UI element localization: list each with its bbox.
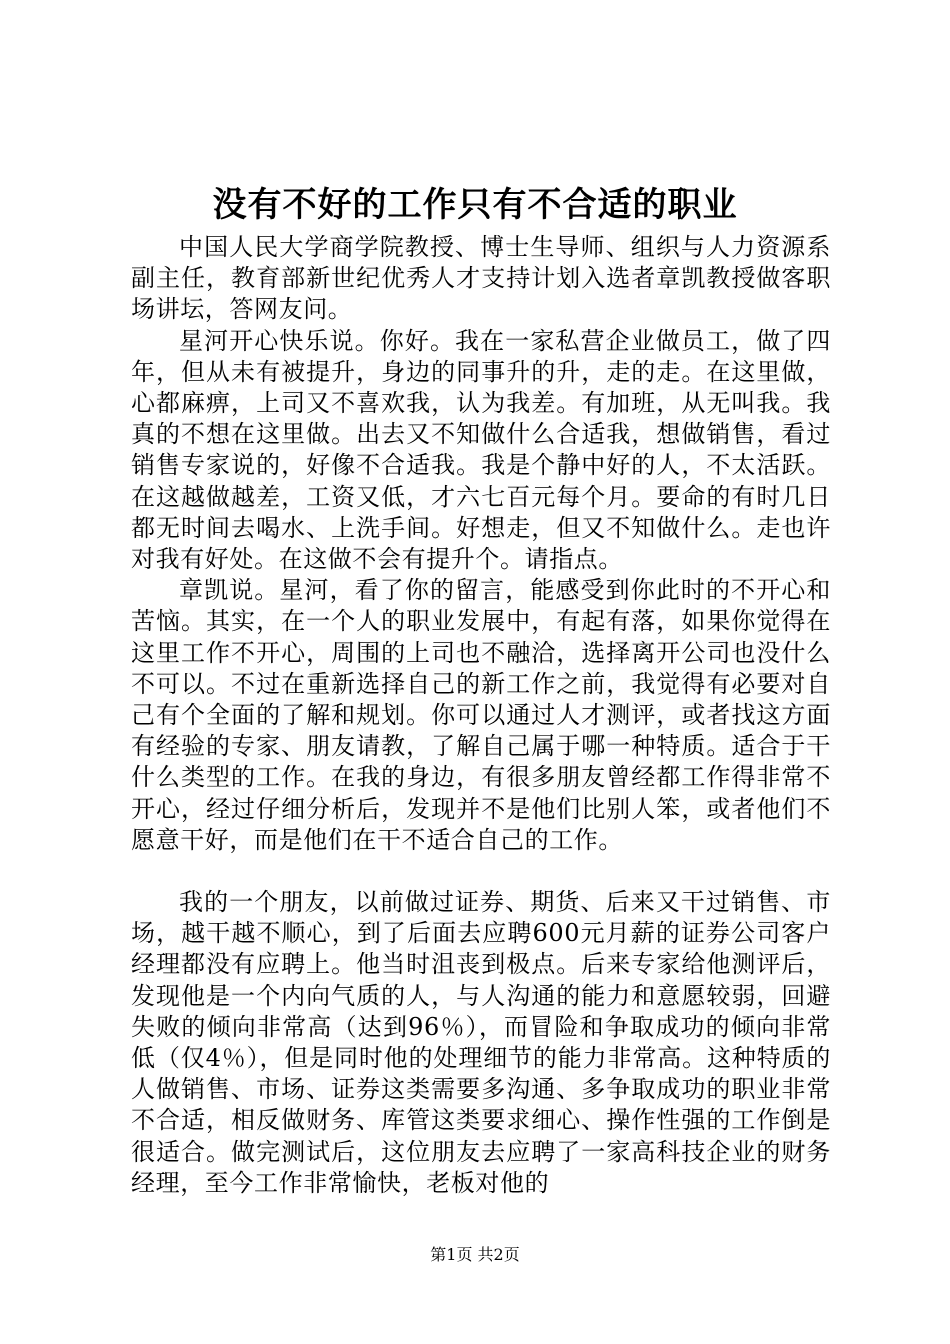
- paragraph-answer: 章凯说。星河，看了你的留言，能感受到你此时的不开心和苦恼。其实，在一个人的职业发展中，有起有落，如果你觉得在这里工作不开心，周围的上司也不融洽，选择离开公司也没什么不可以。不过在重新选择自己的新工作之前，我觉得有必要对自己有个全面的了解和规划。你可以通过人才测评，或者找这方面有经验的专家、朋友请教，了解自己属于哪一种特质。适合于干什么类型的工作。在我的身边，有很多朋友曾经都工作得非常不开心，经过仔细分析后，发现并不是他们比别人笨，或者他们不愿意干好，而是他们在干不适合自己的工作。: [131, 576, 831, 854]
- paragraph-example: 我的一个朋友，以前做过证券、期货、后来又干过销售、市场，越干越不顺心，到了后面去应聘600元月薪的证券公司客户经理都没有应聘上。他当时沮丧到极点。后来专家给他测评后，发现他是一个内向气质的人，与人沟通的能力和意愿较弱，回避失败的倾向非常高（达到96％），而冒险和争取成功的倾向非常低（仅4％），但是同时他的处理细节的能力非常高。这种特质的人做销售、市场、证券这类需要多沟通、多争取成功的职业非常不合适，相反做财务、库管这类要求细心、操作性强的工作倒是很适合。做完测试后，这位朋友去应聘了一家高科技企业的财务经理，至今工作非常愉快，老板对他的: [131, 888, 831, 1197]
- paragraph-intro: 中国人民大学商学院教授、博士生导师、组织与人力资源系副主任，教育部新世纪优秀人才支持计划入选者章凯教授做客职场讲坛，答网友问。: [131, 233, 831, 324]
- document-title: 没有不好的工作只有不合适的职业: [212, 185, 738, 225]
- document-body: [131, 232, 831, 1199]
- page-number: 第1页 共2页: [430, 1245, 520, 1264]
- paragraph-question: 星河开心快乐说。你好。我在一家私营企业做员工，做了四年，但从未有被提升，身边的同事升的升，走的走。在这里做，心都麻痹，上司又不喜欢我，认为我差。有加班，从无叫我。我真的不想在这里做。出去又不知做什么合适我，想做销售，看过销售专家说的，好像不合适我。我是个静中好的人，不太活跃。在这越做越差，工资又低，才六七百元每个月。要命的有时几日都无时间去喝水、上洗手间。好想走，但又不知做什么。走也许对我有好处。在这做不会有提升个。请指点。: [131, 326, 831, 574]
